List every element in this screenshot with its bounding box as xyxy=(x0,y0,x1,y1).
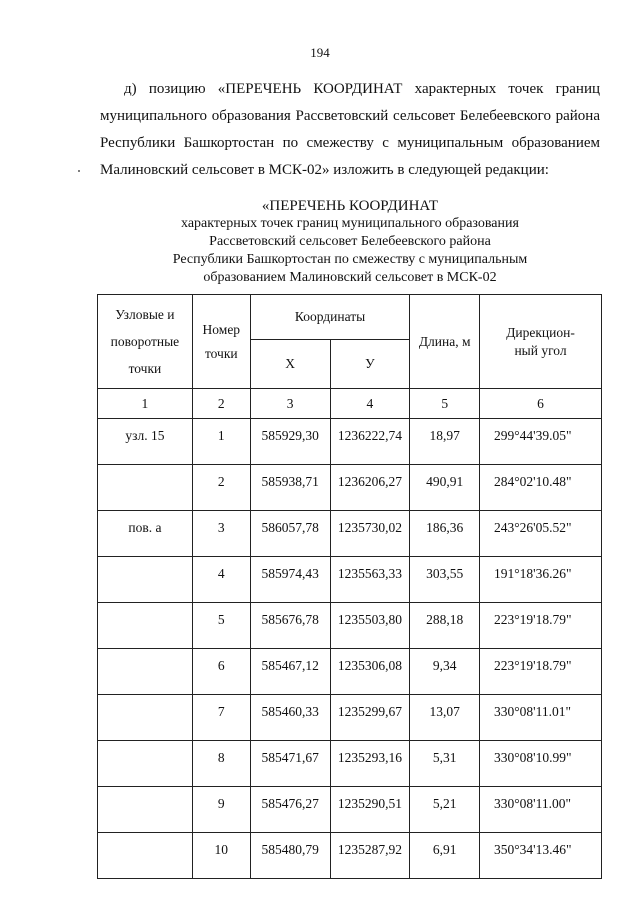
column-number: 1 xyxy=(98,389,193,419)
stray-mark xyxy=(78,170,80,172)
table-row xyxy=(98,787,602,833)
table-row xyxy=(98,741,602,787)
cell-point-number: 5 xyxy=(192,603,250,649)
cell-point-number: 4 xyxy=(192,557,250,603)
cell-direction-angle: 284°02'10.48" xyxy=(480,465,602,511)
cell-point-number: 6 xyxy=(192,649,250,695)
cell-point-number: 10 xyxy=(192,833,250,879)
cell-y: 1235730,02 xyxy=(330,511,410,557)
cell-y: 1235290,51 xyxy=(330,787,410,833)
column-number: 4 xyxy=(330,389,410,419)
cell-y: 1235293,16 xyxy=(330,741,410,787)
header-x: Х xyxy=(250,340,330,389)
cell-node xyxy=(98,787,193,833)
column-number: 5 xyxy=(410,389,480,419)
cell-node: пов. а xyxy=(98,511,193,557)
header-coordinates: Координаты xyxy=(250,295,410,340)
cell-direction-angle: 350°34'13.46" xyxy=(480,833,602,879)
cell-y: 1236222,74 xyxy=(330,419,410,465)
cell-length: 13,07 xyxy=(410,695,480,741)
header-nodes: Узловые и поворотные точки xyxy=(98,295,193,389)
column-number: 3 xyxy=(250,389,330,419)
cell-length: 288,18 xyxy=(410,603,480,649)
cell-node xyxy=(98,649,193,695)
intro-line: муниципального образования Рассветовский сельсовет Белебеевского района xyxy=(100,108,600,124)
cell-y: 1235299,67 xyxy=(330,695,410,741)
cell-y: 1235503,80 xyxy=(330,603,410,649)
cell-length: 490,91 xyxy=(410,465,480,511)
cell-point-number: 2 xyxy=(192,465,250,511)
cell-length: 9,34 xyxy=(410,649,480,695)
cell-point-number: 8 xyxy=(192,741,250,787)
table-row xyxy=(98,557,602,603)
heading-line: Рассветовский сельсовет Белебеевского района xyxy=(209,234,491,249)
table-row xyxy=(98,695,602,741)
intro-line: Республики Башкортостан по смежеству с муниципальным образованием xyxy=(100,135,600,151)
cell-length: 303,55 xyxy=(410,557,480,603)
cell-direction-angle: 243°26'05.52" xyxy=(480,511,602,557)
cell-direction-angle: 330°08'11.00" xyxy=(480,787,602,833)
cell-x: 585480,79 xyxy=(250,833,330,879)
heading-title: «ПЕРЕЧЕНЬ КООРДИНАТ xyxy=(261,198,439,214)
cell-length: 5,21 xyxy=(410,787,480,833)
table-row xyxy=(98,833,602,879)
cell-y: 1235287,92 xyxy=(330,833,410,879)
column-number: 2 xyxy=(192,389,250,419)
table-row xyxy=(98,511,602,557)
header-length: Длина, м xyxy=(410,295,480,389)
page-number: 194 xyxy=(310,45,330,60)
cell-x: 585476,27 xyxy=(250,787,330,833)
table-row xyxy=(98,419,602,465)
cell-x: 585974,43 xyxy=(250,557,330,603)
cell-length: 5,31 xyxy=(410,741,480,787)
header-direction-angle: Дирекцион-ный угол xyxy=(480,295,602,389)
cell-node xyxy=(98,741,193,787)
intro-line: Малиновский сельсовет в МСК-02» изложить в следующей редакции: xyxy=(100,162,549,178)
heading-line: Республики Башкортостан по смежеству с муниципальным xyxy=(172,252,528,267)
cell-direction-angle: 223°19'18.79" xyxy=(480,649,602,695)
table-row xyxy=(98,649,602,695)
cell-y: 1235563,33 xyxy=(330,557,410,603)
coordinates-table xyxy=(97,294,602,879)
cell-x: 585929,30 xyxy=(250,419,330,465)
cell-direction-angle: 299°44'39.05" xyxy=(480,419,602,465)
cell-length: 18,97 xyxy=(410,419,480,465)
cell-length: 186,36 xyxy=(410,511,480,557)
cell-node xyxy=(98,603,193,649)
cell-length: 6,91 xyxy=(410,833,480,879)
cell-node xyxy=(98,833,193,879)
cell-x: 586057,78 xyxy=(250,511,330,557)
table-heading xyxy=(100,197,600,287)
cell-x: 585471,67 xyxy=(250,741,330,787)
table-row xyxy=(98,603,602,649)
cell-node xyxy=(98,695,193,741)
cell-x: 585676,78 xyxy=(250,603,330,649)
heading-line: характерных точек границ муниципального образования xyxy=(181,216,519,231)
column-number-row xyxy=(98,389,602,419)
cell-x: 585460,33 xyxy=(250,695,330,741)
header-point-number: Номер точки xyxy=(192,295,250,389)
header-y: У xyxy=(330,340,410,389)
intro-line: д) позицию «ПЕРЕЧЕНЬ КООРДИНАТ характерных точек границ xyxy=(124,81,600,97)
cell-point-number: 3 xyxy=(192,511,250,557)
cell-point-number: 7 xyxy=(192,695,250,741)
cell-y: 1236206,27 xyxy=(330,465,410,511)
intro-paragraph xyxy=(100,76,600,184)
cell-point-number: 1 xyxy=(192,419,250,465)
cell-direction-angle: 330°08'11.01" xyxy=(480,695,602,741)
cell-y: 1235306,08 xyxy=(330,649,410,695)
cell-direction-angle: 191°18'36.26" xyxy=(480,557,602,603)
heading-line: образованием Малиновский сельсовет в МСК-02 xyxy=(203,270,497,285)
column-number: 6 xyxy=(480,389,602,419)
cell-x: 585938,71 xyxy=(250,465,330,511)
table-row xyxy=(98,465,602,511)
cell-point-number: 9 xyxy=(192,787,250,833)
cell-node xyxy=(98,465,193,511)
cell-node: узл. 15 xyxy=(98,419,193,465)
cell-direction-angle: 330°08'10.99" xyxy=(480,741,602,787)
cell-node xyxy=(98,557,193,603)
cell-direction-angle: 223°19'18.79" xyxy=(480,603,602,649)
cell-x: 585467,12 xyxy=(250,649,330,695)
